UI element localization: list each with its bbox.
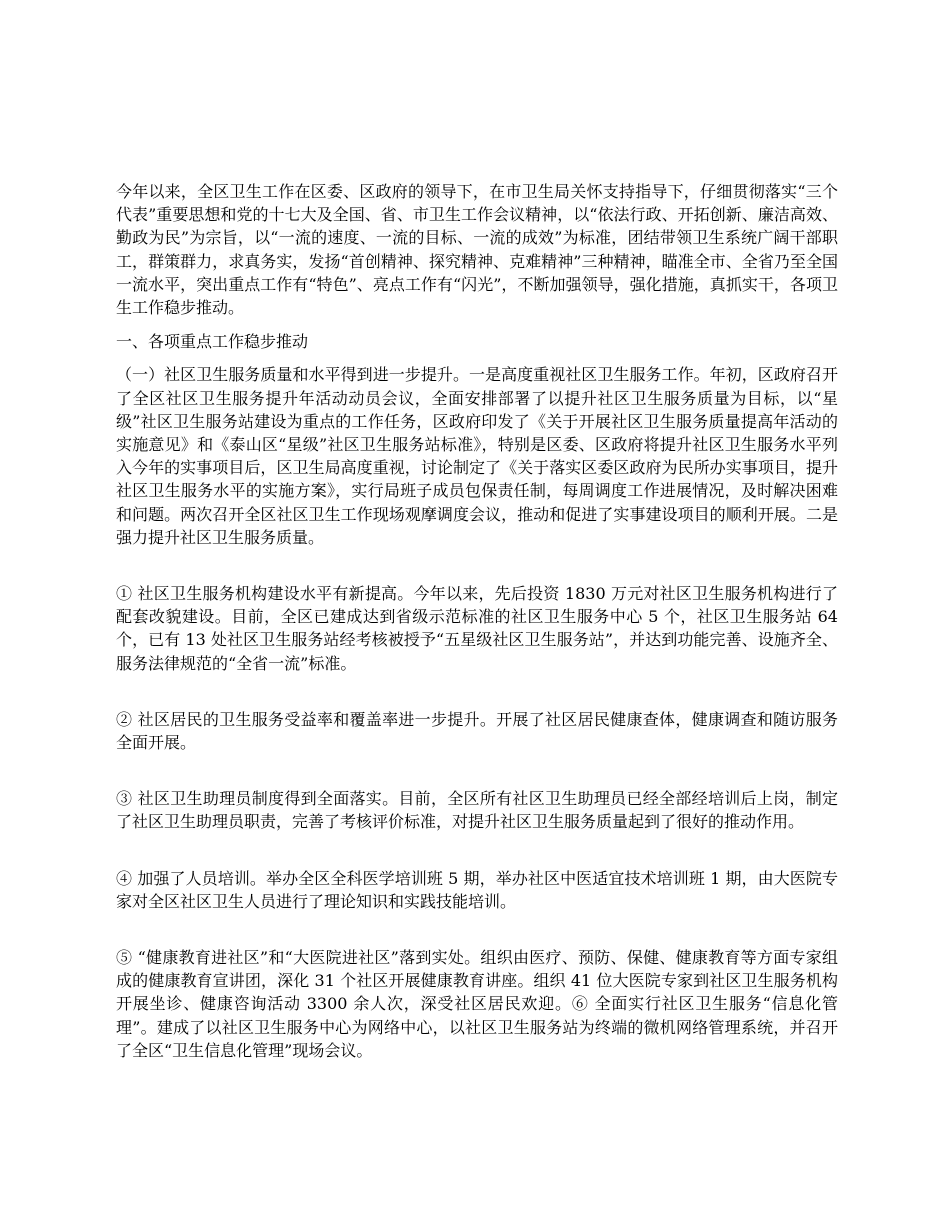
subsection-paragraph: （一）社区卫生服务质量和水平得到进一步提升。一是高度重视社区卫生服务工作。年初，区政府召开了全区社区卫生服务提升年活动动员会议，全面安排部署了以提升社区卫生服务质量为目标，以“星级”社区卫生服务站建设为重点的工作任务，区政府印发了《关于开展社区卫生服务质量提高年活动的实施意见》和《泰山区“星级”社区卫生服务站标准》，特别是区委、区政府将提升社区卫生服务水平列入今年的实事项目后，区卫生局高度重视，讨论制定了《关于落实区委区政府为民所办实事项目，提升社区卫生服务水平的实施方案》，实行局班子成员包保责任制，每周调度工作进展情况，及时解决困难和问题。两次召开全区社区卫生工作现场观摩调度会议，推动和促进了实事建设项目的顺利开展。二是强力提升社区卫生服务质量。 [116, 365, 838, 547]
list-item: ③ 社区卫生助理员制度得到全面落实。目前，全区所有社区卫生助理员已经全部经培训后上岗，制定了社区卫生助理员职责，完善了考核评价标准，对提升社区卫生服务质量起到了很好的推动作用。 [116, 789, 838, 832]
intro-paragraph: 今年以来，全区卫生工作在区委、区政府的领导下，在市卫生局关怀支持指导下，仔细贯彻落实“三个代表”重要思想和党的十七大及全国、省、市卫生工作会议精神，以“依法行政、开拓创新、廉洁高效、勤政为民”为宗旨，以“一流的速度、一流的目标、一流的成效”为标准，团结带领卫生系统广阔干部职工，群策群力，求真务实，发扬“首创精神、探究精神、克难精神”三种精神，瞄准全市、全省乃至全国一流水平，突出重点工作有“特色”、亮点工作有“闪光”，不断加强领导，强化措施，真抓实干，各项卫生工作稳步推动。 [116, 182, 838, 318]
list-item: ⑤ “健康教育进社区”和“大医院进社区”落到实处。组织由医疗、预防、保健、健康教育等方面专家组成的健康教育宣讲团，深化 31 个社区开展健康教育讲座。组织 41 位大医院专家到社区卫生服务机构开展坐诊、健康咨询活动 3300 余人次，深受社区居民欢迎。⑥ 全面实行社区卫生服务“信息化管理”。建成了以社区卫生服务中心为网络中心，以社区卫生服务站为终端的微机网络管理系统，并召开了全区“卫生信息化管理”现场会议。 [116, 948, 838, 1060]
document-body [116, 180, 838, 1062]
list-item: ④ 加强了人员培训。举办全区全科医学培训班 5 期，举办社区中医适宜技术培训班 1 期，由大医院专家对全区社区卫生人员进行了理论知识和实践技能培训。 [116, 868, 838, 911]
section-heading: 一、各项重点工作稳步推动 [116, 332, 309, 352]
list-item: ① 社区卫生服务机构建设水平有新提高。今年以来，先后投资 1830 万元对社区卫生服务机构进行了配套改貌建设。目前，全区已建成达到省级示范标准的社区卫生服务中心 5 个，社区卫生服务站 64 个，已有 13 处社区卫生服务站经考核被授予“五星级社区卫生服务站”，并达到功能完善、设施齐全、服务法律规范的“全省一流”标准。 [116, 584, 838, 673]
list-item: ② 社区居民的卫生服务受益率和覆盖率进一步提升。开展了社区居民健康查体，健康调查和随访服务全面开展。 [116, 709, 838, 753]
